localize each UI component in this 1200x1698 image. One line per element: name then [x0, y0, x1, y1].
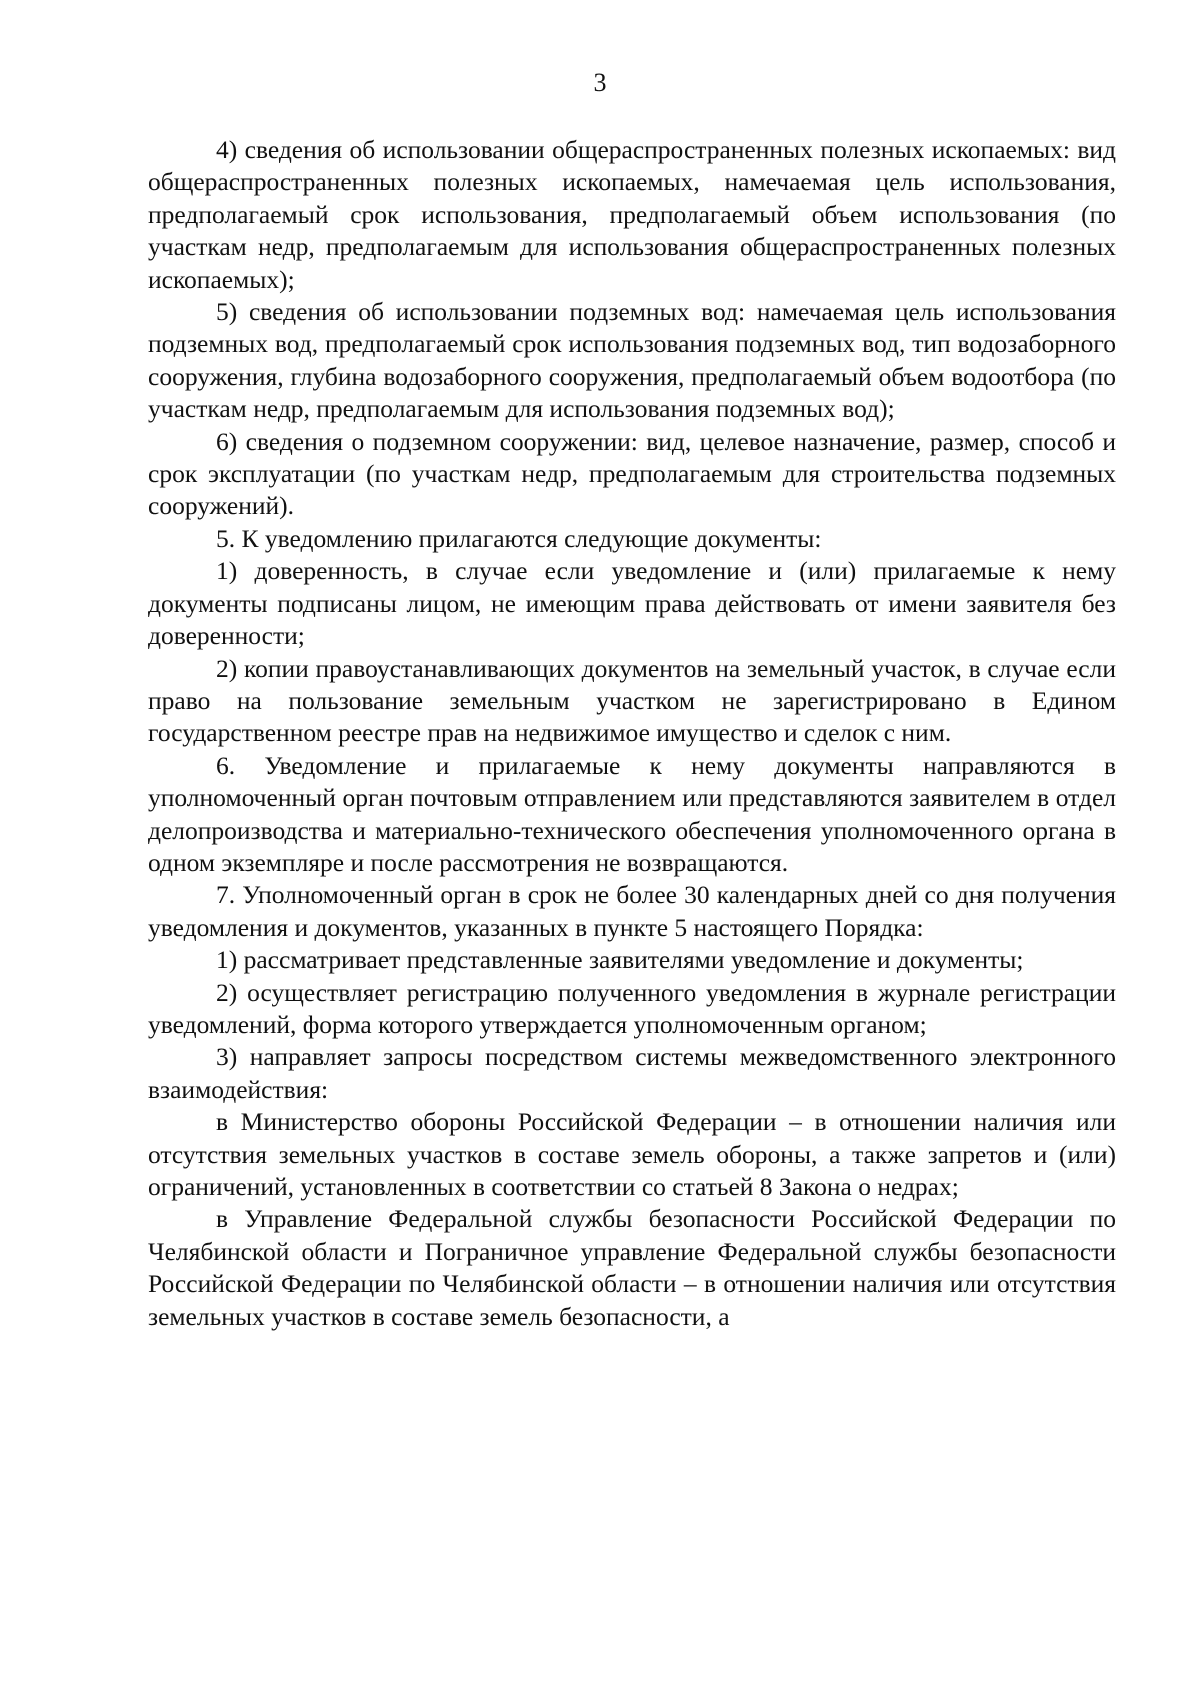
paragraph-item-5: 5) сведения об использовании подземных вод: намечаемая цель использования подземных вод, предполагаемый срок использования подземных вод, тип водозаборного сооружения, глубина водозаборного сооружения, предполагаемый объем водоотбора (по участкам недр, предполагаемым для использования подземных вод);: [148, 297, 1116, 424]
paragraph-action-2: 2) осуществляет регистрацию полученного уведомления в журнале регистрации уведомлений, форма которого утверждается уполномоченным органом;: [148, 977, 1116, 1039]
paragraph-doc-1: 1) доверенность, в случае если уведомление и (или) прилагаемые к нему документы подписаны лицом, не имеющим права действовать от имени заявителя без доверенности;: [148, 556, 1116, 651]
paragraph-action-3: 3) направляет запросы посредством системы межведомственного электронного взаимодействия:: [148, 1042, 1116, 1104]
paragraph-doc-2: 2) копии правоустанавливающих документов на земельный участок, в случае если право на пользование земельным участком не зарегистрировано в Едином государственном реестре прав на недвижимое имущество и сделок с ним.: [148, 653, 1116, 748]
paragraph-request-defense: в Министерство обороны Российской Федерации – в отношении наличия или отсутствия земельных участков в составе земель обороны, а также запретов и (или) ограничений, установленных в соответствии со статьей 8 Закона о недрах;: [148, 1107, 1116, 1201]
paragraph-item-4: 4) сведения об использовании общераспространенных полезных ископаемых: вид общераспространенных полезных ископаемых, намечаемая цель использования, предполагаемый срок использования, предполагаемый объем использования (по участкам недр, предполагаемым для использования общераспространенных полезных ископаемых);: [148, 135, 1116, 294]
paragraph-action-1: 1) рассматривает представленные заявителями уведомление и документы;: [216, 945, 1024, 975]
page-number: 3: [593, 68, 607, 97]
paragraph-section-5: 5. К уведомлению прилагаются следующие документы:: [216, 523, 822, 553]
paragraph-section-6: 6. Уведомление и прилагаемые к нему документы направляются в уполномоченный орган почтовым отправлением или представляются заявителем в отдел делопроизводства и материально-технического обеспечения уполномоченного органа в одном экземпляре и после рассмотрения не возвращаются.: [148, 750, 1116, 877]
paragraph-request-security: в Управление Федеральной службы безопасности Российской Федерации по Челябинской области и Пограничное управление Федеральной службы безопасности Российской Федерации по Челябинской области – в отношении наличия или отсутствия земельных участков в составе земель безопасности, а: [148, 1204, 1116, 1331]
paragraph-item-6: 6) сведения о подземном сооружении: вид, целевое назначение, размер, способ и срок эксплуатации (по участкам недр, предполагаемым для строительства подземных сооружений).: [148, 426, 1116, 521]
paragraph-section-7: 7. Уполномоченный орган в срок не более 30 календарных дней со дня получения уведомления и документов, указанных в пункте 5 настоящего Порядка:: [148, 880, 1116, 942]
document-body: [148, 134, 1116, 1333]
